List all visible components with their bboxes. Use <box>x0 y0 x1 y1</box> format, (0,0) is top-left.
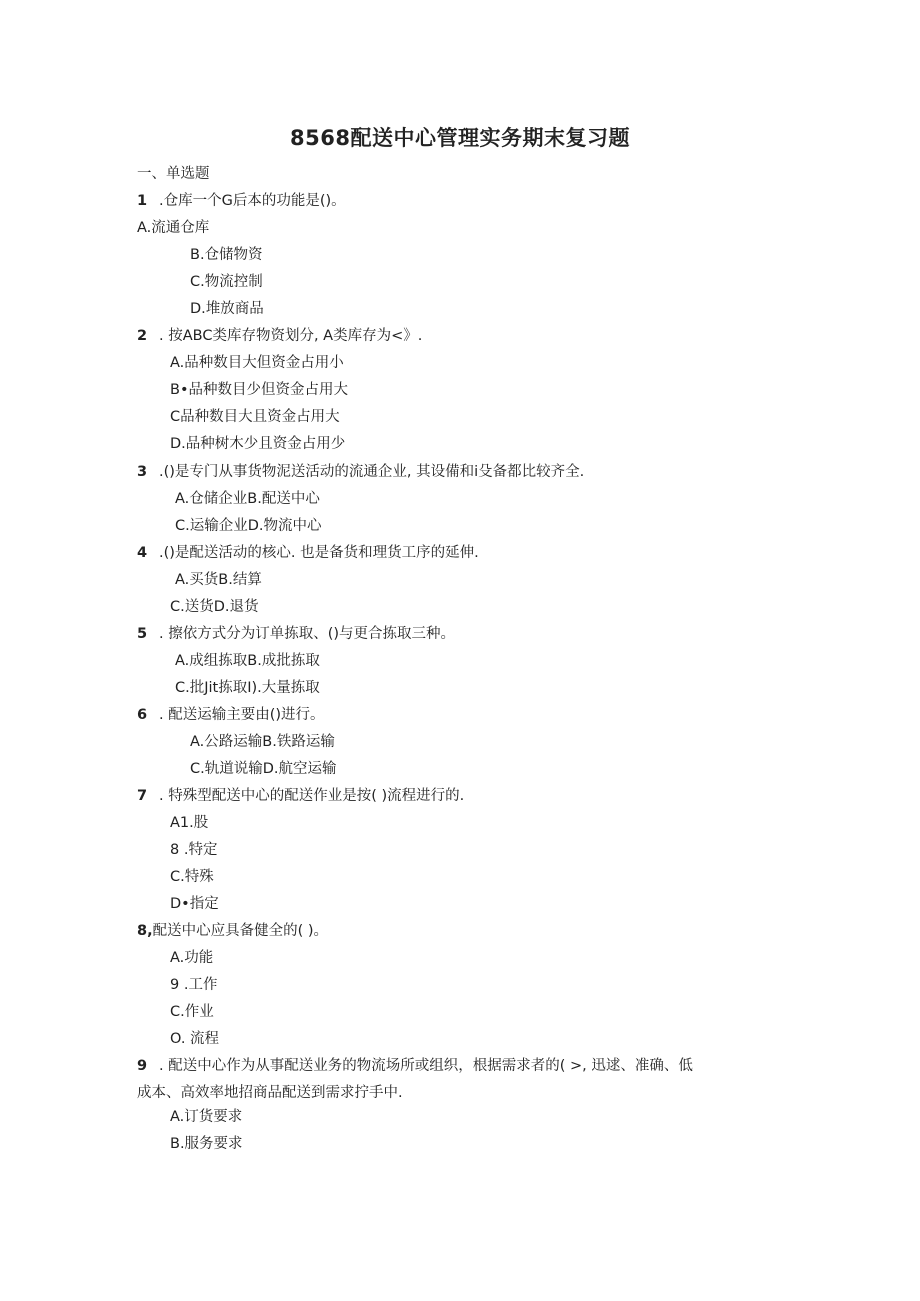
question-text: 配送中心应具备健全的( )。 <box>152 923 329 939</box>
option: C.轨道说输D.航空运输 <box>190 761 337 777</box>
question-text-line-2: 成本、高效率地招商品配送到需求拧手中. <box>137 1085 403 1101</box>
question-9 <box>137 1056 693 1076</box>
option: C.特殊 <box>170 869 214 885</box>
section-heading: 一、单选题 <box>137 166 210 182</box>
question-1 <box>137 191 346 211</box>
option: D•指定 <box>170 896 219 912</box>
option: 9 .工作 <box>170 977 218 993</box>
question-text: .仓库一个G后本的功能是()。 <box>159 193 346 209</box>
option: 8 .特定 <box>170 842 218 858</box>
question-number: 6 <box>137 707 148 723</box>
question-text: .()是配送活动的核心. 也是备货和理货工序的延伸. <box>159 545 479 561</box>
question-text: . 配送运输主要由()进行。 <box>159 707 325 723</box>
question-4 <box>137 543 479 563</box>
option: A.仓储企业B.配送中心 <box>175 491 320 507</box>
option: A1.股 <box>170 815 209 831</box>
question-6 <box>137 705 325 725</box>
option: B•品种数目少但资金占用大 <box>170 382 348 398</box>
question-text: . 特殊型配送中心的配送作业是按( )流程进行的. <box>159 788 465 804</box>
question-number: 2 <box>137 328 148 344</box>
question-number: 7 <box>137 788 148 804</box>
option: A.功能 <box>170 950 214 966</box>
question-2 <box>137 326 422 346</box>
question-number: 4 <box>137 545 148 561</box>
option: B.服务要求 <box>170 1136 243 1152</box>
option: C.作业 <box>170 1004 214 1020</box>
option: A.公路运输B.铁路运输 <box>190 734 335 750</box>
option: O. 流程 <box>170 1031 220 1047</box>
option: D.堆放商品 <box>190 301 264 317</box>
option: A.成组拣取B.成批拣取 <box>175 653 320 669</box>
option: C.送货D.退货 <box>170 599 259 615</box>
question-5 <box>137 624 455 644</box>
option: C.运输企业D.物流中心 <box>175 518 322 534</box>
question-8 <box>137 921 328 941</box>
option: A.流通仓库 <box>137 220 210 236</box>
question-text-line-1: . 配送中心作为从事配送业务的物流场所或组织，根据需求者的( >, 迅逑、准确、低 <box>159 1058 693 1074</box>
question-7 <box>137 786 464 806</box>
question-text: .()是专门从事货物泥送活动的流通企业, 其设備和i殳备都比较齐全. <box>159 464 585 480</box>
question-number: 9 <box>137 1058 148 1074</box>
option: C.物流控制 <box>190 274 263 290</box>
question-number: 5 <box>137 626 148 642</box>
option: A.订货要求 <box>170 1109 243 1125</box>
option: A.品种数目大但资金占用小 <box>170 355 344 371</box>
question-number: 3 <box>137 464 148 480</box>
question-text: . 按ABC类库存物资划分, A类库存为<》. <box>159 328 423 344</box>
option: C.批Jit拣取I).大量拣取 <box>175 680 320 696</box>
option: C品种数目大且资金占用大 <box>170 409 340 425</box>
question-number: 1 <box>137 193 148 209</box>
question-3 <box>137 462 584 482</box>
page-title: 8568配送中心管理实务期末复习题 <box>290 126 630 150</box>
option: B.仓储物资 <box>190 247 263 263</box>
question-text: . 擦依方式分为订单拣取、()与更合拣取三种。 <box>159 626 456 642</box>
option: D.品种树木少且资金占用少 <box>170 436 346 452</box>
question-number: 8, <box>137 923 153 939</box>
option: A.买货B.结算 <box>175 572 262 588</box>
